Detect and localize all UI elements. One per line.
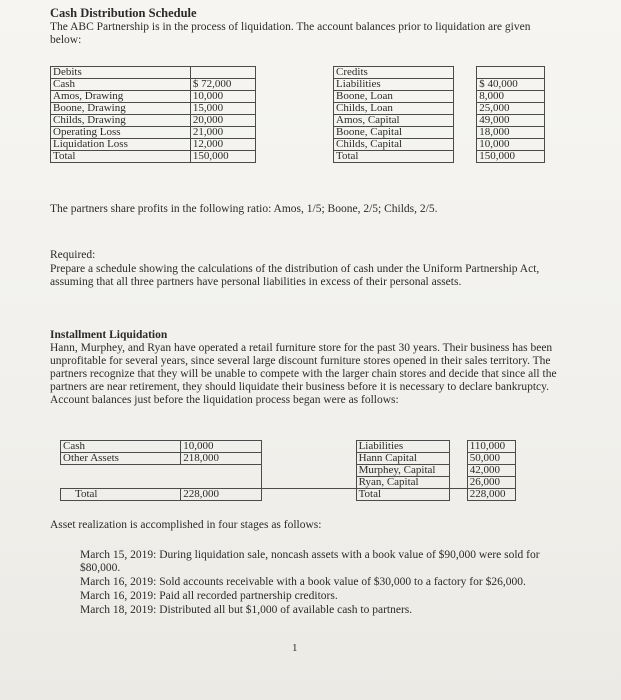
account-balances-table: [50, 66, 545, 163]
table-row: Cash 10,000 Liabilities 110,000: [61, 441, 516, 453]
table-row: Amos, Drawing 10,000 Boone, Loan 8,000: [51, 91, 545, 103]
list-item: March 18, 2019: Distributed all but $1,000 of available cash to partners.: [80, 604, 413, 616]
installment-title: Installment Liquidation: [50, 329, 168, 341]
table-row: Cash $ 72,000 Liabilities $ 40,000: [51, 79, 545, 91]
list-item: March 16, 2019: Paid all recorded partnership creditors.: [80, 590, 338, 602]
debits-header: Debits: [51, 67, 191, 79]
table-header-row: [51, 67, 545, 79]
list-item: March 15, 2019: During liquidation sale, noncash assets with a book value of $90,000 were sold for $80,000.: [80, 549, 540, 574]
required-label: Required:: [50, 249, 96, 261]
credits-header: Credits: [334, 67, 454, 79]
intro-paragraph: The ABC Partnership is in the process of liquidation. The account balances prior to liquidation are given below:: [50, 21, 531, 46]
installment-paragraph: Hann, Murphey, and Ryan have operated a retail furniture store for the past 30 years. Their business has been unprofitable for several years, since several large discount furniture stores opened in their sales territory. The partners recognize that they will be unable to compete with the larger chain stores and decide that since all the partners are near retirement, they should liquidate their business before it is necessary to declare bankruptcy. Account balances just before the liquidation process began were as follows:: [50, 342, 557, 406]
table-row: Liquidation Loss 12,000 Childs, Capital 10,000: [51, 139, 545, 151]
page-title: Cash Distribution Schedule: [50, 6, 197, 20]
stages-text: Asset realization is accomplished in four stages as follows:: [50, 519, 322, 531]
table-row: Operating Loss 21,000 Boone, Capital 18,000: [51, 127, 545, 139]
required-text: Prepare a schedule showing the calculations of the distribution of cash under the Uniform Partnership Act, assuming that all three partners have personal liabilities in excess of their personal assets.: [50, 263, 540, 288]
events-list: [80, 549, 580, 618]
table-total-row: Total 150,000 Total 150,000: [51, 151, 545, 163]
table-total-row: Total 228,000 Total 228,000: [61, 489, 516, 501]
list-item: March 16, 2019: Sold accounts receivable with a book value of $30,000 to a factory for $26,000.: [80, 576, 526, 588]
page-number: 1: [292, 642, 298, 654]
liquidation-balances-table: [60, 440, 516, 501]
table-row: Other Assets 218,000 Hann Capital 50,000: [61, 453, 516, 465]
table-row: Ryan, Capital 26,000: [61, 477, 516, 489]
table-row: Murphey, Capital 42,000: [61, 465, 516, 477]
profit-ratio-text: The partners share profits in the following ratio: Amos, 1/5; Boone, 2/5; Childs, 2/5.: [50, 203, 438, 215]
table-row: Boone, Drawing 15,000 Childs, Loan 25,000: [51, 103, 545, 115]
table-row: Childs, Drawing 20,000 Amos, Capital 49,000: [51, 115, 545, 127]
